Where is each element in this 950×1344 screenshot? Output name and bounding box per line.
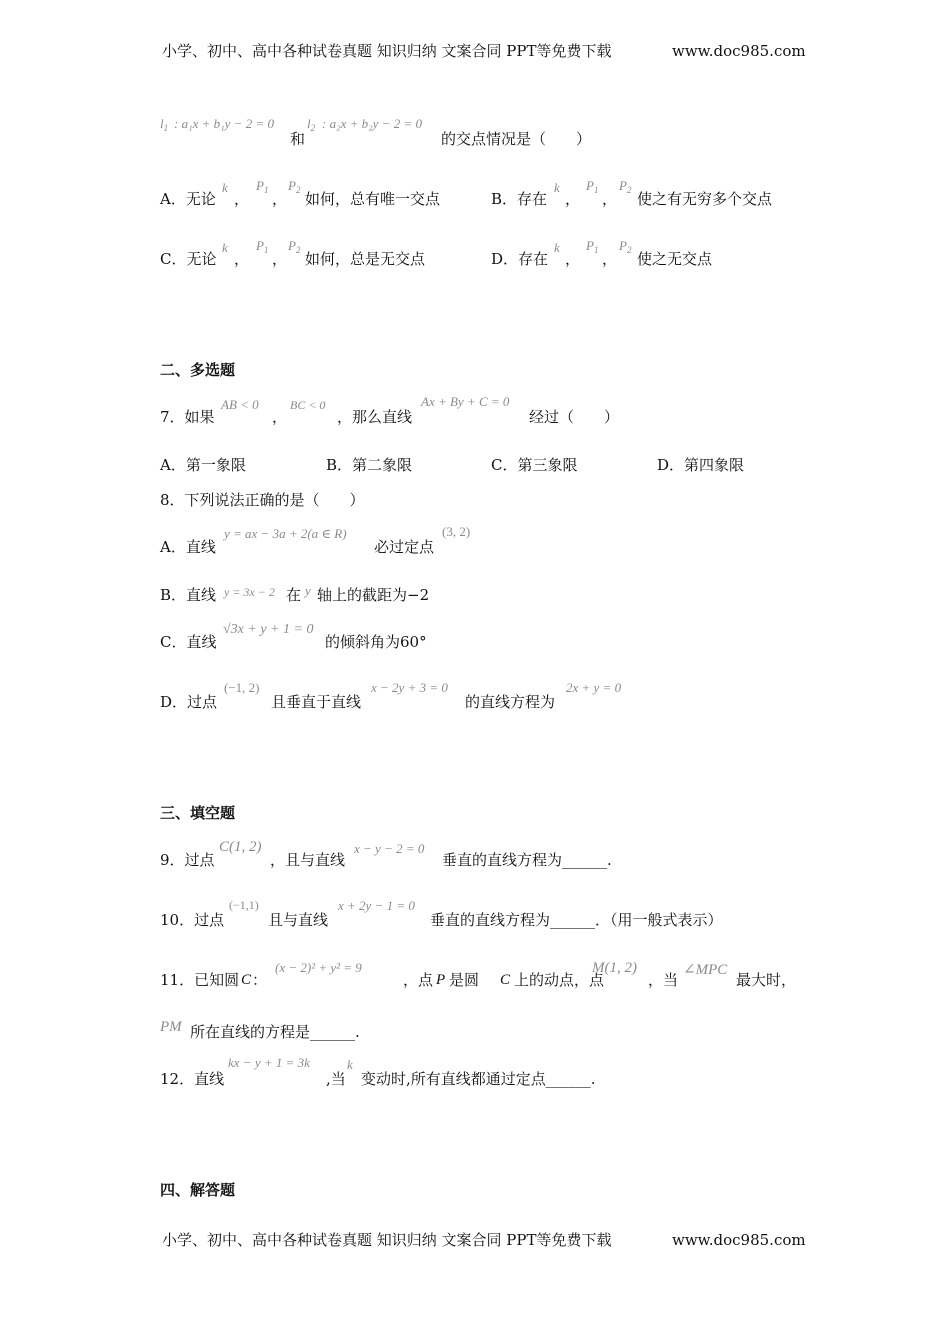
q12-answer-blank[interactable]: 变动时,所有直线都通过定点______. — [361, 1070, 596, 1088]
q7-option-d[interactable]: D．第四象限 — [657, 456, 745, 474]
page-footer-url[interactable]: www.doc985.com — [672, 1231, 806, 1249]
q9-answer-blank[interactable]: 垂直的直线方程为______. — [442, 851, 612, 869]
q11-answer-blank[interactable]: 所在直线的方程是______. — [190, 1023, 360, 1041]
q7-option-a[interactable]: A．第一象限 — [160, 456, 246, 474]
section-title-solutions: 四、解答题 — [160, 1181, 236, 1199]
section-title-multiple-choice: 二、多选题 — [160, 361, 236, 379]
q6-stem-tail: 的交点情况是（ ） — [441, 130, 592, 148]
and-text: 和 — [290, 130, 306, 148]
l2-label: $l_2$ — [307, 116, 316, 133]
l2-equation: : a₂x + b₂y − 2 = 0 — [322, 116, 422, 131]
l1-label: $l_1$ — [160, 116, 169, 133]
q10-answer-blank[interactable]: 垂直的直线方程为______．（用一般式表示） — [430, 911, 723, 929]
page-header-url[interactable]: www.doc985.com — [672, 42, 806, 60]
page-header-text: 小学、初中、高中各种试卷真题 知识归纳 文案合同 PPT等免费下载 — [162, 42, 612, 60]
q7-option-b[interactable]: B．第二象限 — [326, 456, 413, 474]
section-title-fill-in: 三、填空题 — [160, 804, 236, 822]
q7-option-c[interactable]: C．第三象限 — [491, 456, 578, 474]
l1-equation: : a₁x + b₁y − 2 = 0 — [174, 116, 274, 131]
page-footer-text: 小学、初中、高中各种试卷真题 知识归纳 文案合同 PPT等免费下载 — [162, 1231, 612, 1249]
